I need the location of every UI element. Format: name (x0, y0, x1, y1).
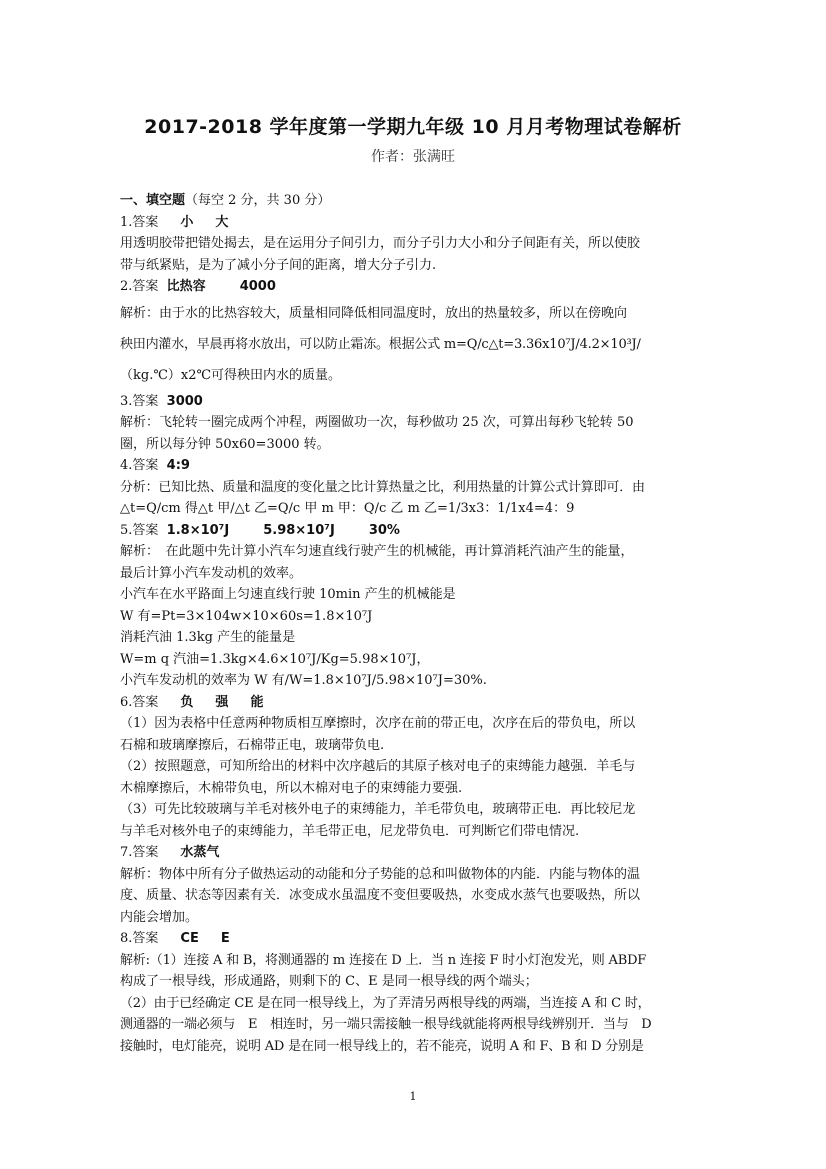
answer-value: 1.8×10⁷J (166, 522, 230, 538)
answer-value: 能 (250, 694, 264, 710)
answer-value: 30% (368, 522, 400, 538)
text-line: 木棉摩擦后，木棉带负电，所以木棉对电子的束缚能力要强. (120, 780, 463, 796)
text-line: 解析：物体中所有分子做热运动的动能和分子势能的总和叫做物体的内能．内能与物体的温 (120, 866, 641, 882)
text-line: W=m q 汽油=1.3kg×4.6×10⁷J/Kg=5.98×10⁷J， (120, 651, 430, 667)
text-line: 解析： 在此题中先计算小汽车匀速直线行驶产生的机械能，再计算消耗汽油产生的能量， (120, 544, 634, 559)
text-line: （2）按照题意，可知所给出的材料中次序越后的其原子核对电子的束缚能力越强．羊毛与 (120, 759, 636, 774)
section-heading (120, 190, 706, 212)
text-line: 内能会增加。 (120, 909, 199, 925)
answer-value: 负 (180, 694, 194, 710)
answer-value: 4:9 (166, 458, 190, 473)
document-body (120, 190, 706, 1057)
text-line: 度、质量、状态等因素有关．冰变成水虽温度不变但要吸热，水变成水蒸气也要吸热，所以 (120, 888, 641, 903)
answer-value: 水蒸气 (180, 845, 220, 860)
answer-value: 强 (215, 694, 229, 710)
answer-label: 4.答案 (120, 458, 159, 473)
answer-label: 7.答案 (120, 845, 159, 860)
answer-value: 比热容 (166, 279, 206, 294)
text-line: 秧田内灌水，早晨再将水放出，可以防止霜冻。根据公式 m=Q/c△t=3.36x10⁷J/4.2×10³J/ (120, 336, 641, 352)
answer-label: 3.答案 (120, 393, 159, 409)
answer-value: CE (180, 931, 199, 946)
answer-label: 8.答案 (120, 931, 159, 946)
answer-label: 6.答案 (120, 694, 159, 710)
text-line: 小汽车发动机的效率为 W 有/W=1.8×10⁷J/5.98×10⁷J=30%. (120, 673, 487, 688)
text-line: 与羊毛对核外电子的束缚能力，羊毛带正电，尼龙带负电．可判断它们带电情况. (120, 823, 580, 839)
section-note: （每空 2 分，共 30 分） (185, 193, 331, 208)
answer-value: 4000 (239, 279, 276, 294)
text-line: 解析：由于水的比热容较大，质量相同降低相同温度时，放出的热量较多，所以在傍晚向 (120, 305, 628, 321)
answer-line-q5 (120, 520, 706, 542)
text-line: 解析:（1）连接 A 和 B，将测通器的 m 连接在 D 上．当 n 连接 F 时小灯泡发光，则 ABDF (120, 952, 647, 968)
text-line: 带与纸紧贴，是为了减小分子间的距离，增大分子引力. (120, 257, 437, 273)
answer-label: 1.答案 (120, 214, 159, 230)
answer-line-q2 (120, 276, 706, 298)
answer-label: 5.答案 (120, 522, 159, 538)
text-line: （1）因为表格中任意两种物质相互摩擦时，次序在前的带正电，次序在后的带负电，所以 (120, 716, 636, 731)
text-line: W 有=Pt=3×104w×10×60s=1.8×10⁷J (120, 608, 373, 624)
answer-line-q6 (120, 692, 706, 714)
text-line: 用透明胶带把错处揭去，是在运用分子间引力，而分子引力大小和分子间距有关，所以使胶 (120, 236, 641, 251)
answer-label: 2.答案 (120, 279, 159, 294)
text-line: 小汽车在水平路面上匀速直线行驶 10min 产生的机械能是 (120, 587, 456, 602)
answer-line-q7 (120, 842, 706, 864)
section-title: 一、填空题 (120, 193, 186, 208)
text-line: 石棉和玻璃摩擦后，石棉带正电，玻璃带负电. (120, 737, 385, 753)
text-line: 解析：飞轮转一圈完成两个冲程，两圈做功一次，每秒做功 25 次，可算出每秒飞轮转 50 (120, 415, 634, 430)
text-line: 测通器的一端必须与 E 相连时，另一端只需接触一根导线就能将两根导线辨别开．当与 D (120, 1017, 652, 1032)
page-number: 1 (409, 1090, 417, 1103)
answer-value: 大 (215, 214, 229, 230)
text-line: 接触时，电灯能亮，说明 AD 是在同一根导线上的，若不能亮，说明 A 和 F、B 和 D 分别是 (120, 1038, 644, 1054)
answer-line-q8 (120, 928, 706, 950)
answer-line-q1 (120, 212, 706, 234)
text-line: △t=Q/cm 得△t 甲/△t 乙=Q/c 甲 m 甲：Q/c 乙 m 乙=1/3x3：1/1x4=4：9 (120, 501, 575, 516)
text-line: 圈，所以每分钟 50x60=3000 转。 (120, 436, 330, 452)
author-line: 作者：张满旺 (371, 149, 455, 165)
answer-line-q3 (120, 391, 706, 413)
answer-line-q4 (120, 455, 706, 477)
answer-value: 小 (180, 214, 194, 230)
page-title: 2017-2018 学年度第一学期九年级 10 月月考物理试卷解析 (144, 116, 682, 138)
text-line: （3）可先比较玻璃与羊毛对核外电子的束缚能力，羊毛带负电，玻璃带正电．再比较尼龙 (120, 802, 636, 817)
text-line: （2）由于已经确定 CE 是在同一根导线上，为了弄清另两根导线的两端，当连接 A 和 C 时， (120, 995, 651, 1011)
answer-value: E (220, 931, 230, 946)
text-line: 分析：已知比热、质量和温度的变化量之比计算热量之比，利用热量的计算公式计算即可．由 (120, 479, 645, 495)
text-line: 构成了一根导线，形成通路，则剩下的 C、E 是同一根导线的两个端头； (120, 974, 538, 989)
text-line: 最后计算小汽车发动机的效率。 (120, 565, 303, 581)
answer-value: 5.98×10⁷J (263, 522, 335, 538)
text-line: 消耗汽油 1.3kg 产生的能量是 (120, 630, 296, 645)
answer-value: 3000 (166, 393, 203, 409)
text-line: （kg.℃）x2℃可得秧田内水的质量。 (120, 367, 342, 383)
